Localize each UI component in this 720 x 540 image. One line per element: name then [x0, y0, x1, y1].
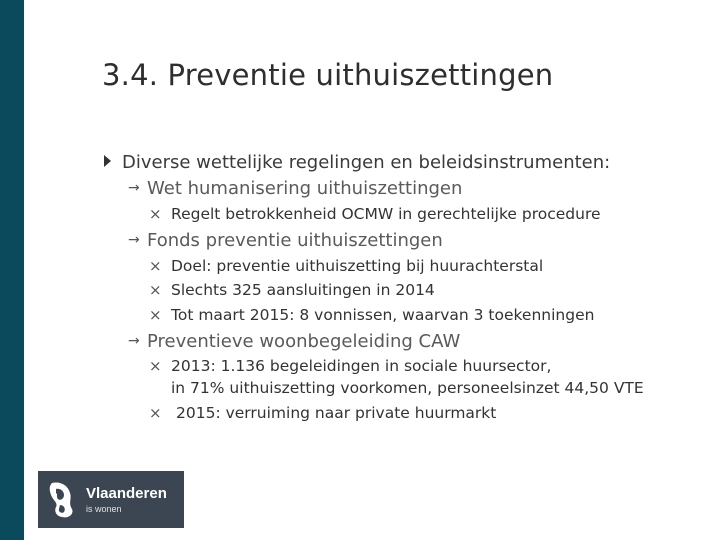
logo-tagline: is wonen	[86, 504, 122, 514]
bullet-sub2-item	[0, 306, 720, 330]
bullet-sub3-item-text: 2013: 1.136 begeleidingen in sociale huursector,	[171, 357, 552, 375]
bullet-sub3-item	[0, 357, 720, 381]
cross-bullet-icon: ×	[149, 404, 162, 422]
bullet-main	[0, 152, 720, 176]
cross-bullet-icon: ×	[149, 306, 162, 324]
bullet-sub3-item-text: 2015: verruiming naar private huurmarkt	[176, 404, 497, 422]
cross-bullet-icon: ×	[149, 205, 162, 223]
bullet-sub2-item-text: Doel: preventie uithuiszetting bij huurachterstal	[171, 257, 544, 275]
triangle-bullet-icon	[104, 155, 111, 167]
bullet-sub1-text: Wet humanisering uithuiszettingen	[147, 178, 463, 199]
arrow-bullet-icon: →	[128, 333, 140, 349]
bullet-sub2	[0, 230, 720, 254]
bullet-sub3-text: Preventieve woonbegeleiding CAW	[147, 331, 461, 352]
bullet-sub1	[0, 178, 720, 202]
lion-emblem-icon	[46, 479, 78, 521]
slide-title: 3.4. Preventie uithuiszettingen	[102, 58, 554, 92]
bullet-sub3	[0, 331, 720, 355]
bullet-sub2-item	[0, 257, 720, 281]
vlaanderen-logo	[38, 471, 184, 528]
bullet-main-text: Diverse wettelijke regelingen en beleidsinstrumenten:	[122, 152, 611, 173]
arrow-bullet-icon: →	[128, 232, 140, 248]
logo-name: Vlaanderen	[86, 485, 167, 502]
cross-bullet-icon: ×	[149, 257, 162, 275]
bullet-sub2-item-text: Tot maart 2015: 8 vonnissen, waarvan 3 toekenningen	[171, 306, 595, 324]
bullet-sub3-item-text: in 71% uithuiszetting voorkomen, personeelsinzet 44,50 VTE	[171, 379, 644, 397]
bullet-sub1-item-text: Regelt betrokkenheid OCMW in gerechtelijke procedure	[171, 205, 601, 223]
bullet-sub3-item	[0, 404, 720, 428]
bullet-sub2-item	[0, 281, 720, 305]
bullet-sub1-item	[0, 205, 720, 229]
bullet-sub2-item-text: Slechts 325 aansluitingen in 2014	[171, 281, 435, 299]
bullet-sub3-item-continued	[0, 379, 720, 403]
cross-bullet-icon: ×	[149, 357, 162, 375]
cross-bullet-icon: ×	[149, 281, 162, 299]
arrow-bullet-icon: →	[128, 180, 140, 196]
bullet-sub2-text: Fonds preventie uithuiszettingen	[147, 230, 443, 251]
